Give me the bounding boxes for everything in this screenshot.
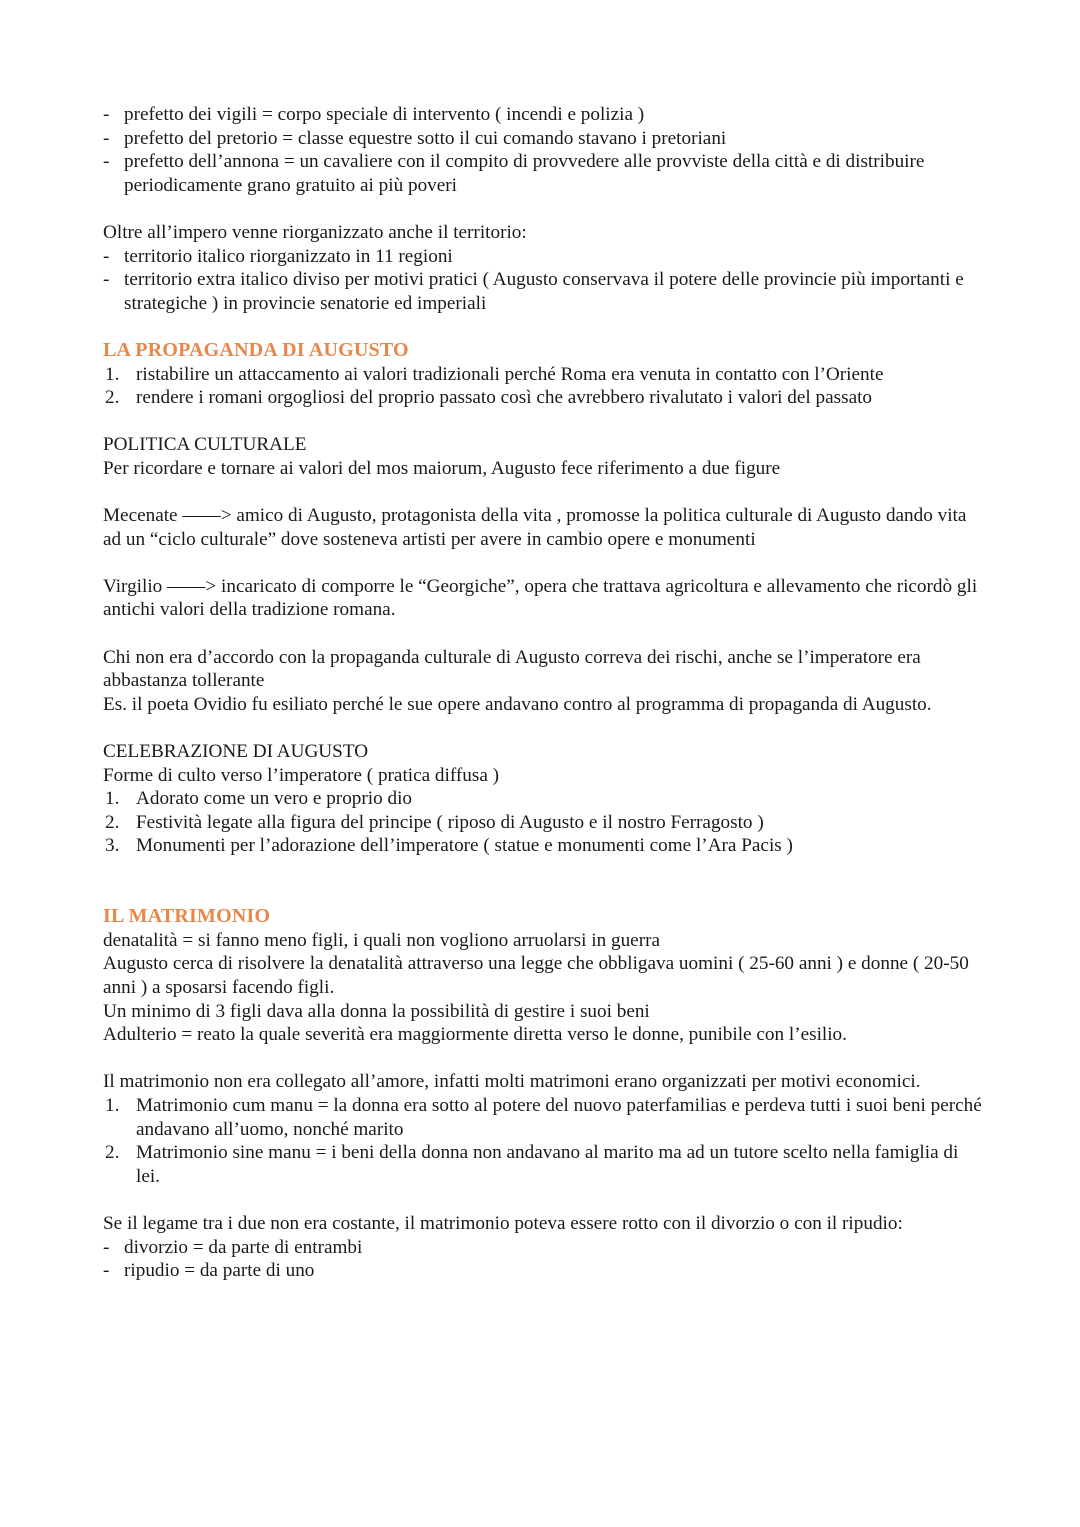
- numbered-list-item: [103, 787, 983, 811]
- list-item-text: Festività legate alla figura del principe ( riposo di Augusto e il nostro Ferragosto ): [136, 811, 764, 833]
- dash-bullet-icon: -: [103, 245, 110, 267]
- list-number: 1.: [105, 788, 120, 810]
- list-number: 2.: [105, 1142, 120, 1164]
- list-number: 2.: [105, 811, 120, 833]
- dash-bullet-icon: -: [103, 1260, 110, 1282]
- bullet-list-item: [103, 103, 983, 127]
- bullet-list-item: [103, 268, 983, 315]
- list-item-text: Matrimonio cum manu = la donna era sotto al potere del nuovo paterfamilias e perdeva tutti i suoi beni perché andavano all’uomo, nonché marito: [136, 1094, 982, 1140]
- list-item-text: territorio italico riorganizzato in 11 regioni: [124, 245, 453, 267]
- list-number: 1.: [105, 1094, 120, 1116]
- numbered-list-item: [103, 834, 983, 858]
- dash-bullet-icon: -: [103, 104, 110, 125]
- blank-line: [103, 716, 983, 740]
- paragraph: Chi non era d’accordo con la propaganda culturale di Augusto correva dei rischi, anche se l’imperatore era abbastanza tollerante: [103, 646, 921, 692]
- bullet-list-item: [103, 1236, 983, 1260]
- paragraph: Oltre all’impero venne riorganizzato anche il territorio:: [103, 221, 527, 243]
- blank-line: [103, 858, 983, 882]
- blank-line: [103, 1188, 983, 1212]
- list-item-text: prefetto dell’annona = un cavaliere con il compito di provvedere alle provviste della città e di distribuire periodicamente grano gratuito ai più poveri: [124, 151, 925, 196]
- list-item-text: divorzio = da parte di entrambi: [124, 1236, 363, 1258]
- list-number: 3.: [105, 835, 120, 857]
- paragraph: CELEBRAZIONE DI AUGUSTO: [103, 741, 369, 763]
- numbered-list-item: [103, 386, 983, 410]
- list-item-text: rendere i romani orgogliosi del proprio passato così che avrebbero rivalutato i valori del passato: [136, 387, 873, 409]
- paragraph: Per ricordare e tornare ai valori del mos maiorum, Augusto fece riferimento a due figure: [103, 457, 781, 479]
- paragraph: denatalità = si fanno meno figli, i quali non vogliono arruolarsi in guerra: [103, 929, 660, 951]
- paragraph: Un minimo di 3 figli dava alla donna la possibilità di gestire i suoi beni: [103, 1000, 650, 1022]
- blank-line: [103, 622, 983, 646]
- paragraph: Virgilio ——> incaricato di comporre le “Georgiche”, opera che trattava agricoltura e allevamento che ricordò gli antichi valori della tradizione romana.: [103, 575, 978, 621]
- paragraph: Augusto cerca di risolvere la denatalità attraverso una legge che obbligava uomini ( 25-60 anni ) e donne ( 20-50 anni ) a sposarsi facendo figli.: [103, 953, 969, 998]
- paragraph: Es. il poeta Ovidio fu esiliato perché le sue opere andavano contro al programma di propaganda di Augusto.: [103, 693, 932, 715]
- section-heading: IL MATRIMONIO: [103, 905, 271, 928]
- numbered-list-item: [103, 1094, 983, 1141]
- numbered-list-item: [103, 1141, 983, 1188]
- paragraph: POLITICA CULTURALE: [103, 434, 307, 456]
- list-number: 2.: [105, 387, 120, 409]
- list-item-text: Adorato come un vero e proprio dio: [136, 788, 413, 810]
- list-item-text: Matrimonio sine manu = i beni della donna non andavano al marito ma ad un tutore scelto nella famiglia di lei.: [136, 1142, 959, 1187]
- numbered-list-item: [103, 811, 983, 835]
- list-item-text: prefetto del pretorio = classe equestre sotto il cui comando stavano i pretoriani: [124, 127, 727, 149]
- dash-bullet-icon: -: [103, 151, 110, 173]
- list-number: 1.: [105, 363, 120, 385]
- paragraph: Il matrimonio non era collegato all’amore, infatti molti matrimoni erano organizzati per motivi economici.: [103, 1071, 921, 1093]
- dash-bullet-icon: -: [103, 269, 110, 291]
- list-item-text: ristabilire un attaccamento ai valori tradizionali perché Roma era venuta in contatto con l’Oriente: [136, 363, 884, 385]
- list-item-text: Monumenti per l’adorazione dell’imperatore ( statue e monumenti come l’Ara Pacis ): [136, 835, 793, 857]
- blank-line: [103, 551, 983, 575]
- section-heading: LA PROPAGANDA DI AUGUSTO: [103, 338, 409, 361]
- list-item-text: territorio extra italico diviso per motivi pratici ( Augusto conservava il potere delle provincie più importanti e strategiche ) in provincie senatorie ed imperiali: [124, 269, 964, 314]
- blank-line: [103, 197, 983, 221]
- list-item-text: prefetto dei vigili = corpo speciale di intervento ( incendi e polizia ): [124, 104, 645, 125]
- blank-line: [103, 1047, 983, 1071]
- blank-line: [103, 882, 983, 906]
- list-item-text: ripudio = da parte di uno: [124, 1260, 315, 1282]
- dash-bullet-icon: -: [103, 127, 110, 149]
- blank-line: [103, 315, 983, 339]
- bullet-list-item: [103, 245, 983, 269]
- paragraph: Adulterio = reato la quale severità era maggiormente diretta verso le donne, punibile con l’esilio.: [103, 1024, 847, 1046]
- blank-line: [103, 410, 983, 434]
- bullet-list-item: [103, 150, 983, 197]
- dash-bullet-icon: -: [103, 1236, 110, 1258]
- paragraph: Mecenate ——> amico di Augusto, protagonista della vita , promosse la politica culturale di Augusto dando vita ad un “ciclo culturale” dove sosteneva artisti per avere in cambio opere e monumenti: [103, 505, 967, 550]
- paragraph: Se il legame tra i due non era costante, il matrimonio poteva essere rotto con il divorzio o con il ripudio:: [103, 1212, 903, 1234]
- paragraph: Forme di culto verso l’imperatore ( pratica diffusa ): [103, 764, 500, 786]
- bullet-list-item: [103, 127, 983, 151]
- blank-line: [103, 481, 983, 505]
- bullet-list-item: [103, 1259, 983, 1283]
- document-page: [103, 103, 983, 1283]
- numbered-list-item: [103, 363, 983, 387]
